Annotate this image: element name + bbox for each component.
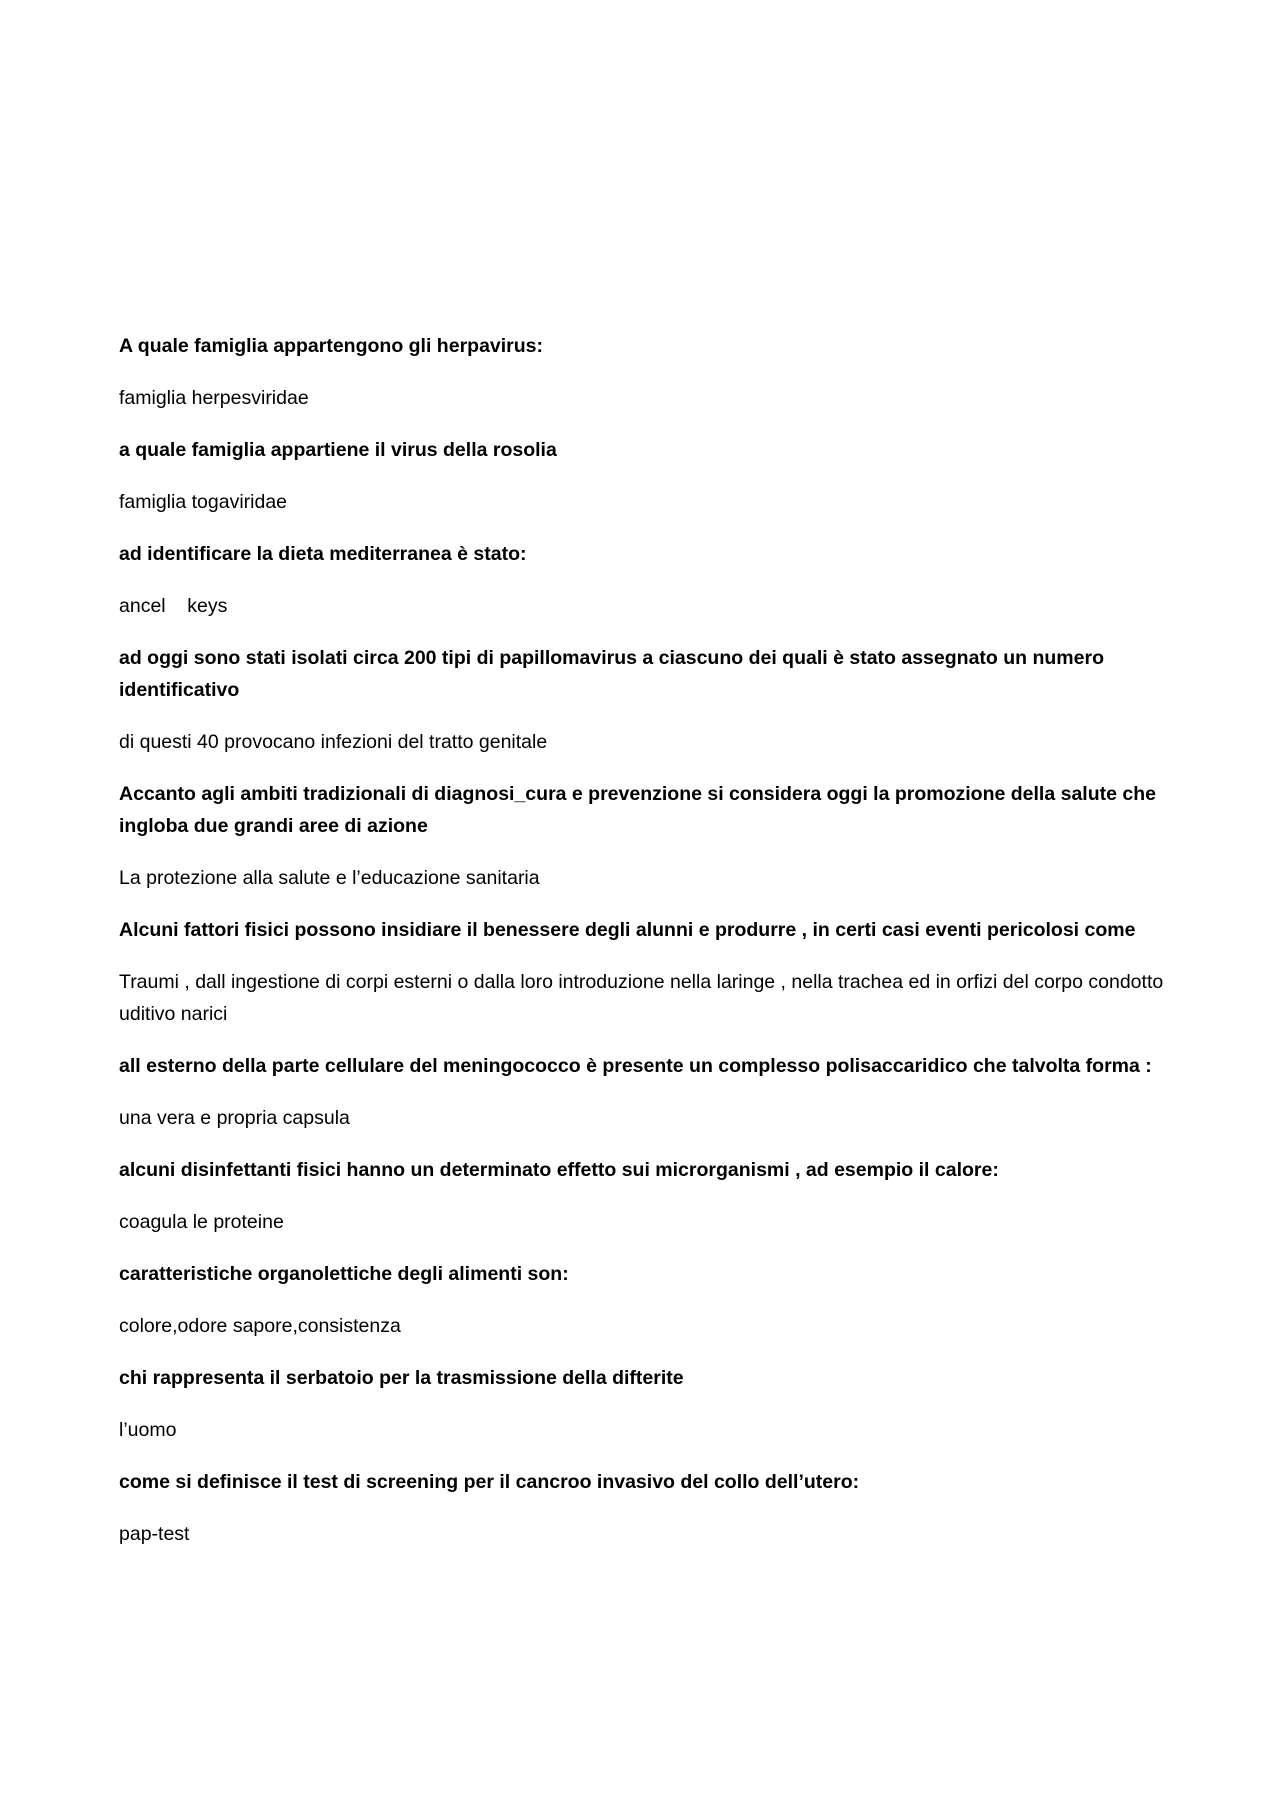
answer-text: coagula le proteine xyxy=(119,1211,284,1233)
qa-item xyxy=(119,330,1169,414)
answer-text: famiglia herpesviridae xyxy=(119,387,309,409)
question-text: A quale famiglia appartengono gli herpavirus: xyxy=(119,335,544,357)
qa-item xyxy=(119,1050,1169,1134)
question-text: Accanto agli ambiti tradizionali di diagnosi_cura e prevenzione si considera oggi la promozione della salute che ingloba due grandi aree di azione xyxy=(119,783,1156,837)
qa-item xyxy=(119,434,1169,518)
qa-item xyxy=(119,538,1169,622)
answer-text: La protezione alla salute e l’educazione sanitaria xyxy=(119,867,540,889)
qa-item xyxy=(119,914,1169,1030)
answer-text: ancel keys xyxy=(119,595,228,617)
answer-text: pap-test xyxy=(119,1523,190,1545)
question-text: Alcuni fattori fisici possono insidiare il benessere degli alunni e produrre , in certi casi eventi pericolosi come xyxy=(119,919,1136,941)
answer-text: famiglia togaviridae xyxy=(119,491,288,513)
question-text: a quale famiglia appartiene il virus della rosolia xyxy=(119,439,557,461)
qa-item xyxy=(119,642,1169,758)
qa-item xyxy=(119,1362,1169,1446)
qa-item xyxy=(119,1466,1169,1550)
qa-item xyxy=(119,1154,1169,1238)
answer-text: di questi 40 provocano infezioni del tratto genitale xyxy=(119,731,548,753)
qa-item xyxy=(119,1258,1169,1342)
question-text: chi rappresenta il serbatoio per la trasmissione della difterite xyxy=(119,1367,684,1389)
answer-text: Traumi , dall ingestione di corpi esterni o dalla loro introduzione nella laringe , nella trachea ed in orfizi del corpo condotto uditivo narici xyxy=(119,971,1169,1025)
answer-text: l’uomo xyxy=(119,1419,177,1441)
question-text: come si definisce il test di screening per il cancroo invasivo del collo dell’utero: xyxy=(119,1471,860,1493)
question-text: alcuni disinfettanti fisici hanno un determinato effetto sui microrganismi , ad esempio il calore: xyxy=(119,1159,999,1181)
qa-item xyxy=(119,778,1169,894)
answer-text: una vera e propria capsula xyxy=(119,1107,350,1129)
question-text: ad oggi sono stati isolati circa 200 tipi di papillomavirus a ciascuno dei quali è stato assegnato un numero identificativo xyxy=(119,647,1104,701)
answer-text: colore,odore sapore,consistenza xyxy=(119,1315,401,1337)
question-text: all esterno della parte cellulare del meningococco è presente un complesso polisaccaridico che talvolta forma : xyxy=(119,1055,1152,1077)
question-text: ad identificare la dieta mediterranea è stato: xyxy=(119,543,527,565)
qa-list xyxy=(119,330,1169,1570)
question-text: caratteristiche organolettiche degli alimenti son: xyxy=(119,1263,569,1285)
